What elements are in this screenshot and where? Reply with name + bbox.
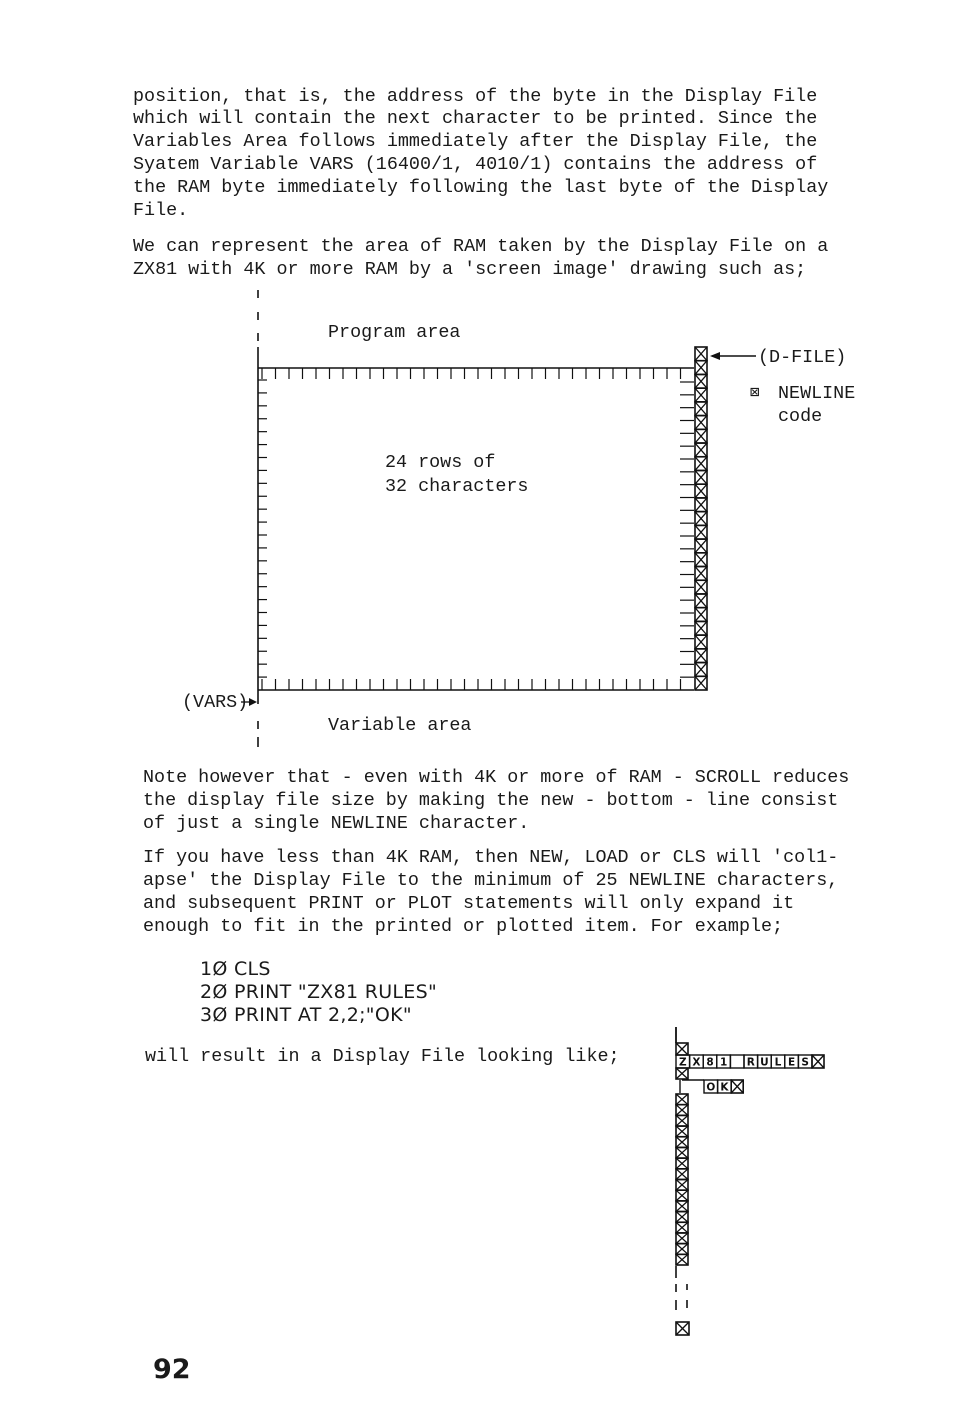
text-line: apse' the Display File to the minimum of 25 NEWLINE characters,: [143, 870, 839, 891]
character-glyph: Z: [678, 1056, 687, 1069]
newline-box-icon: [676, 1254, 688, 1265]
character-glyph: O: [706, 1081, 716, 1094]
text-line: Syatem Variable VARS (16400/1, 4010/1) contains the address of: [133, 154, 818, 175]
newline-box-icon: [676, 1137, 688, 1148]
character-glyph: U: [760, 1056, 769, 1069]
newline-box-icon: [676, 1201, 688, 1212]
character-cell: [730, 1055, 744, 1068]
variable-area-label: Variable area: [328, 715, 472, 736]
code-line: 3Ø PRINT AT 2,2;"OK": [200, 1004, 412, 1026]
newline-box-icon: [676, 1147, 688, 1158]
newline-box-icon: [812, 1055, 824, 1068]
newline-box-icon: [676, 1094, 688, 1105]
character-glyph: S: [801, 1056, 809, 1069]
text-line: the display file size by making the new - bottom - line consist: [143, 790, 839, 811]
newline-box-icon: [676, 1068, 688, 1079]
newline-box-icon: [731, 1080, 743, 1093]
code-line: 1Ø CLS: [200, 958, 271, 980]
text-line: We can represent the area of RAM taken by the Display File on a: [133, 236, 829, 257]
newline-box-icon: [676, 1233, 688, 1244]
vars-label: (VARS): [182, 692, 249, 713]
text-line: position, that is, the address of the byte in the Display File: [133, 86, 818, 107]
newline-box-icon: [676, 1190, 688, 1201]
newline-box-icon: [676, 1126, 688, 1137]
text-line: Note however that - even with 4K or more of RAM - SCROLL reduces: [143, 767, 850, 788]
code-line: 2Ø PRINT "ZX81 RULES": [200, 981, 437, 1003]
page-number: 92: [153, 1354, 191, 1385]
character-glyph: K: [720, 1081, 729, 1094]
newline-box-icon: [676, 1212, 688, 1223]
text-line: Variables Area follows immediately after the Display File, the: [133, 131, 818, 152]
text-line: of just a single NEWLINE character.: [143, 813, 530, 834]
newline-box-icon: [676, 1322, 689, 1335]
character-glyph: E: [788, 1056, 796, 1069]
newline-box-icon: [676, 1115, 688, 1126]
text-line: File.: [133, 200, 189, 221]
text-line: which will contain the next character to be printed. Since the: [133, 108, 818, 129]
rows-label: 24 rows of: [385, 452, 496, 473]
text-line: the RAM byte immediately following the last byte of the Display: [133, 177, 829, 198]
text-line: If you have less than 4K RAM, then NEW, LOAD or CLS will 'col1-: [143, 847, 839, 868]
newline-legend-icon: ⊠: [750, 384, 760, 402]
newline-box-icon: [676, 1244, 688, 1255]
newline-legend-label: NEWLINE: [778, 383, 856, 404]
dfile-label: (D-FILE): [758, 347, 847, 368]
character-glyph: X: [692, 1056, 701, 1069]
newline-box-icon: [676, 1169, 688, 1180]
newline-box-icon: [676, 1180, 688, 1191]
newline-legend-code: code: [778, 406, 823, 427]
text-line: ZX81 with 4K or more RAM by a 'screen image' drawing such as;: [133, 259, 807, 280]
text-line: enough to fit in the printed or plotted item. For example;: [143, 916, 784, 937]
newline-box-icon: [676, 1043, 688, 1055]
newline-box-icon: [676, 1158, 688, 1169]
character-glyph: 8: [706, 1056, 714, 1069]
program-area-label: Program area: [328, 322, 461, 343]
character-glyph: 1: [719, 1056, 728, 1069]
text-line: and subsequent PRINT or PLOT statements will only expand it: [143, 893, 795, 914]
newline-box-icon: [676, 1222, 688, 1233]
character-glyph: L: [774, 1056, 782, 1069]
characters-label: 32 characters: [385, 476, 529, 497]
newline-box-icon: [676, 1105, 688, 1116]
paragraph-5: will result in a Display File looking like;: [145, 1046, 620, 1067]
character-glyph: R: [746, 1056, 755, 1069]
